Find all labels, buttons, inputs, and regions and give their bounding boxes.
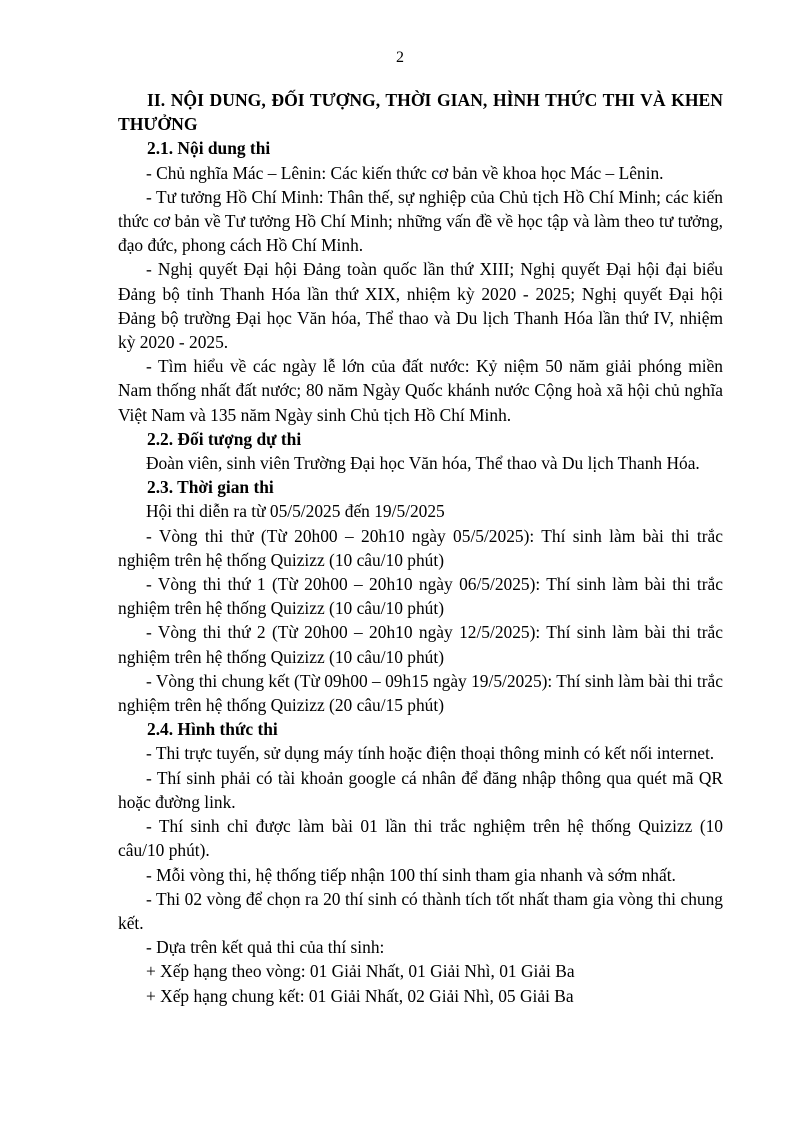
heading-2-2: 2.2. Đối tượng dự thi (147, 428, 302, 449)
paragraph: - Tư tưởng Hồ Chí Minh: Thân thế, sự nghiệp của Chủ tịch Hồ Chí Minh; các kiến thức cơ bản về Tư tưởng Hồ Chí Minh; những vấn đề về học tập và làm theo tư tưởng, đạo đức, phong cách Hồ Chí Minh. (118, 186, 723, 256)
round-item: - Vòng thi thử (Từ 20h00 – 20h10 ngày 05/5/2025): Thí sinh làm bài thi trắc nghiệm trên hệ thống Quizizz (10 câu/10 phút) (118, 525, 723, 570)
paragraph: - Mỗi vòng thi, hệ thống tiếp nhận 100 thí sinh tham gia nhanh và sớm nhất. (146, 864, 676, 885)
paragraph: - Chủ nghĩa Mác – Lênin: Các kiến thức cơ bản về khoa học Mác – Lênin. (146, 162, 664, 183)
heading-2-1: 2.1. Nội dung thi (147, 138, 271, 159)
paragraph: - Nghị quyết Đại hội Đảng toàn quốc lần thứ XIII; Nghị quyết Đại hội đại biểu Đảng bộ tỉnh Thanh Hóa lần thứ XIX, nhiệm kỳ 2020 - 2025; Nghị quyết Đại hội Đảng bộ trường Đại học Văn hóa, Thể thao và Du lịch Thanh Hóa lần thứ IV, nhiệm kỳ 2020 - 2025. (118, 259, 723, 353)
paragraph: Đoàn viên, sinh viên Trường Đại học Văn hóa, Thể thao và Du lịch Thanh Hóa. (146, 453, 700, 474)
page-number: 2 (396, 49, 404, 66)
round-item: - Vòng thi thứ 1 (Từ 20h00 – 20h10 ngày 06/5/2025): Thí sinh làm bài thi trắc nghiệm trên hệ thống Quizizz (10 câu/10 phút) (118, 574, 723, 619)
paragraph: - Thí sinh phải có tài khoản google cá nhân để đăng nhập thông qua quét mã QR hoặc đường link. (118, 767, 723, 812)
document-body (118, 88, 723, 1008)
round-item: - Vòng thi thứ 2 (Từ 20h00 – 20h10 ngày 12/5/2025): Thí sinh làm bài thi trắc nghiệm trên hệ thống Quizizz (10 câu/10 phút) (118, 622, 723, 667)
heading-2-4: 2.4. Hình thức thi (147, 719, 278, 740)
heading-2-3: 2.3. Thời gian thi (147, 477, 274, 498)
paragraph: - Thí sinh chỉ được làm bài 01 lần thi trắc nghiệm trên hệ thống Quizizz (10 câu/10 phút). (118, 816, 723, 861)
paragraph: - Dựa trên kết quả thi của thí sinh: (146, 937, 385, 958)
paragraph: - Tìm hiểu về các ngày lễ lớn của đất nước: Kỷ niệm 50 năm giải phóng miền Nam thống nhất đất nước; 80 năm Ngày Quốc khánh nước Cộng hoà xã hội chủ nghĩa Việt Nam và 135 năm Ngày sinh Chủ tịch Hồ Chí Minh. (118, 356, 723, 425)
paragraph: Hội thi diễn ra từ 05/5/2025 đến 19/5/2025 (146, 501, 445, 522)
paragraph: - Thi trực tuyến, sử dụng máy tính hoặc điện thoại thông minh có kết nối internet. (146, 743, 715, 764)
round-item: - Vòng thi chung kết (Từ 09h00 – 09h15 ngày 19/5/2025): Thí sinh làm bài thi trắc nghiệm trên hệ thống Quizizz (20 câu/15 phút) (118, 670, 723, 716)
prize-item: + Xếp hạng chung kết: 01 Giải Nhất, 02 Giải Nhì, 05 Giải Ba (146, 985, 574, 1006)
section-title: II. NỘI DUNG, ĐỐI TƯỢNG, THỜI GIAN, HÌNH THỨC THI VÀ KHEN THƯỞNG (118, 90, 723, 135)
prize-item: + Xếp hạng theo vòng: 01 Giải Nhất, 01 Giải Nhì, 01 Giải Ba (146, 961, 575, 982)
paragraph: - Thi 02 vòng để chọn ra 20 thí sinh có thành tích tốt nhất tham gia vòng thi chung kết. (118, 888, 723, 933)
